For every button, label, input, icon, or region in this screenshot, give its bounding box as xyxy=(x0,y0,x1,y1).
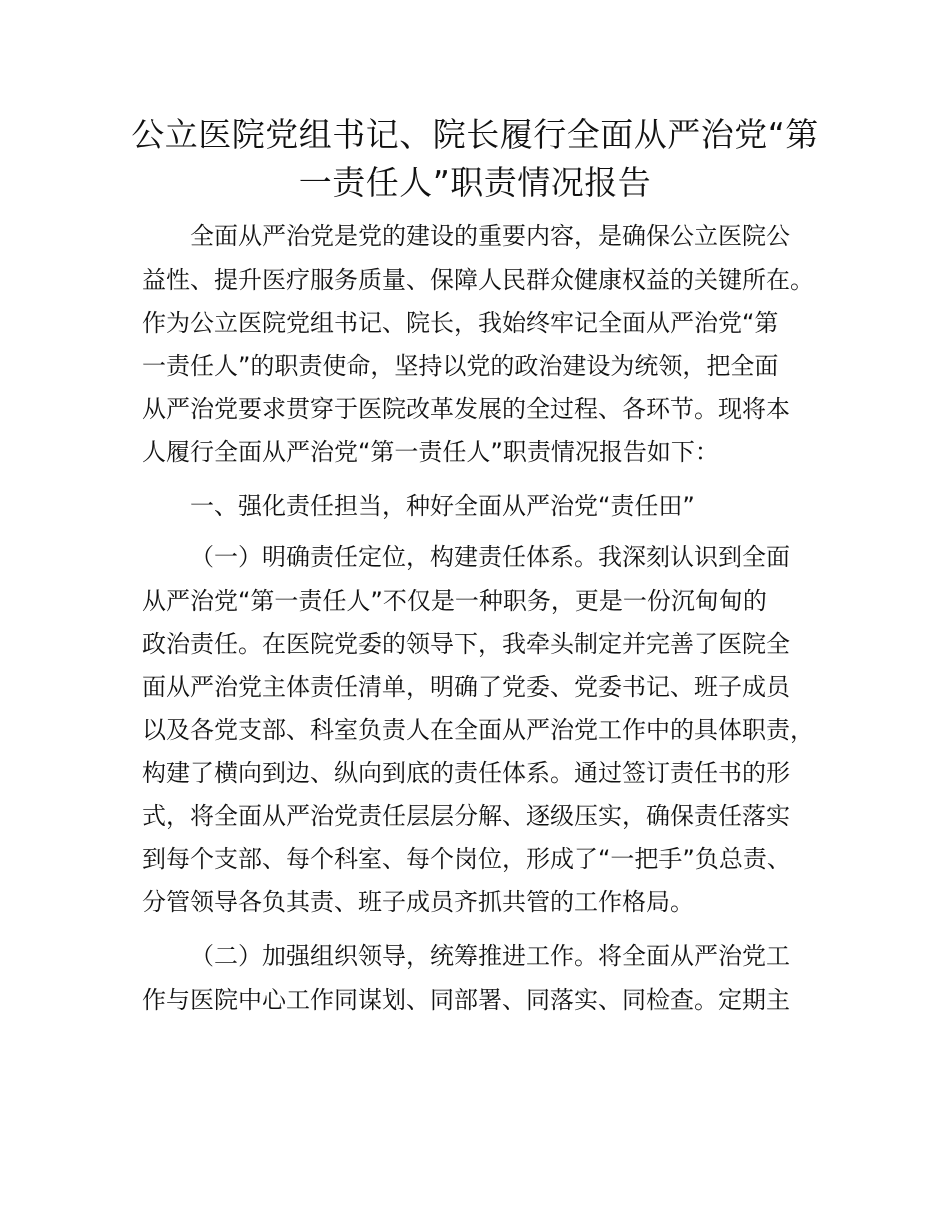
body-line-6: 人履行全面从严治党“第一责任人”职责情况报告如下： xyxy=(142,438,719,466)
body-line-16: 分管领导各负其责、班子成员齐抓共管的工作格局。 xyxy=(142,888,694,916)
body-line-13: 构建了横向到边、纵向到底的责任体系。通过签订责任书的形 xyxy=(142,759,790,787)
body-line-14: 式，将全面从严治党责任层层分解、逐级压实，确保责任落实 xyxy=(142,802,790,830)
body-line-11: 面从严治党主体责任清单，明确了党委、党委书记、班子成员 xyxy=(142,673,790,701)
body-line-18: 作与医院中心工作同谋划、同部署、同落实、同检查。定期主 xyxy=(142,986,790,1014)
body-line-15: 到每个支部、每个科室、每个岗位，形成了“一把手”负总责、 xyxy=(142,845,791,873)
body-line-12: 以及各党支部、科室负责人在全面从严治党工作中的具体职责， xyxy=(142,716,814,744)
body-line-3: 作为公立医院党组书记、院长，我始终牢记全面从严治党“第 xyxy=(142,309,779,337)
body-line-5: 从严治党要求贯穿于医院改革发展的全过程、各环节。现将本 xyxy=(142,395,790,423)
body-line-8: （一）明确责任定位，构建责任体系。我深刻认识到全面 xyxy=(190,543,790,571)
body-line-2: 益性、提升医疗服务质量、保障人民群众健康权益的关键所在。 xyxy=(142,266,814,294)
body-line-9: 从严治党“第一责任人”不仅是一种职务，更是一份沉甸甸的 xyxy=(142,587,767,615)
document-title-line-1: 公立医院党组书记、院长履行全面从严治党“第 xyxy=(131,115,819,154)
body-line-1: 全面从严治党是党的建设的重要内容，是确保公立医院公 xyxy=(190,222,790,250)
body-line-17: （二）加强组织领导，统筹推进工作。将全面从严治党工 xyxy=(190,942,790,970)
document-title-line-2: 一责任人”职责情况报告 xyxy=(298,163,652,202)
section-heading-1: 一、强化责任担当，种好全面从严治党“责任田” xyxy=(190,492,695,520)
body-line-10: 政治责任。在医院党委的领导下，我牵头制定并完善了医院全 xyxy=(142,630,790,658)
body-line-4: 一责任人”的职责使命，坚持以党的政治建设为统领，把全面 xyxy=(142,352,779,380)
